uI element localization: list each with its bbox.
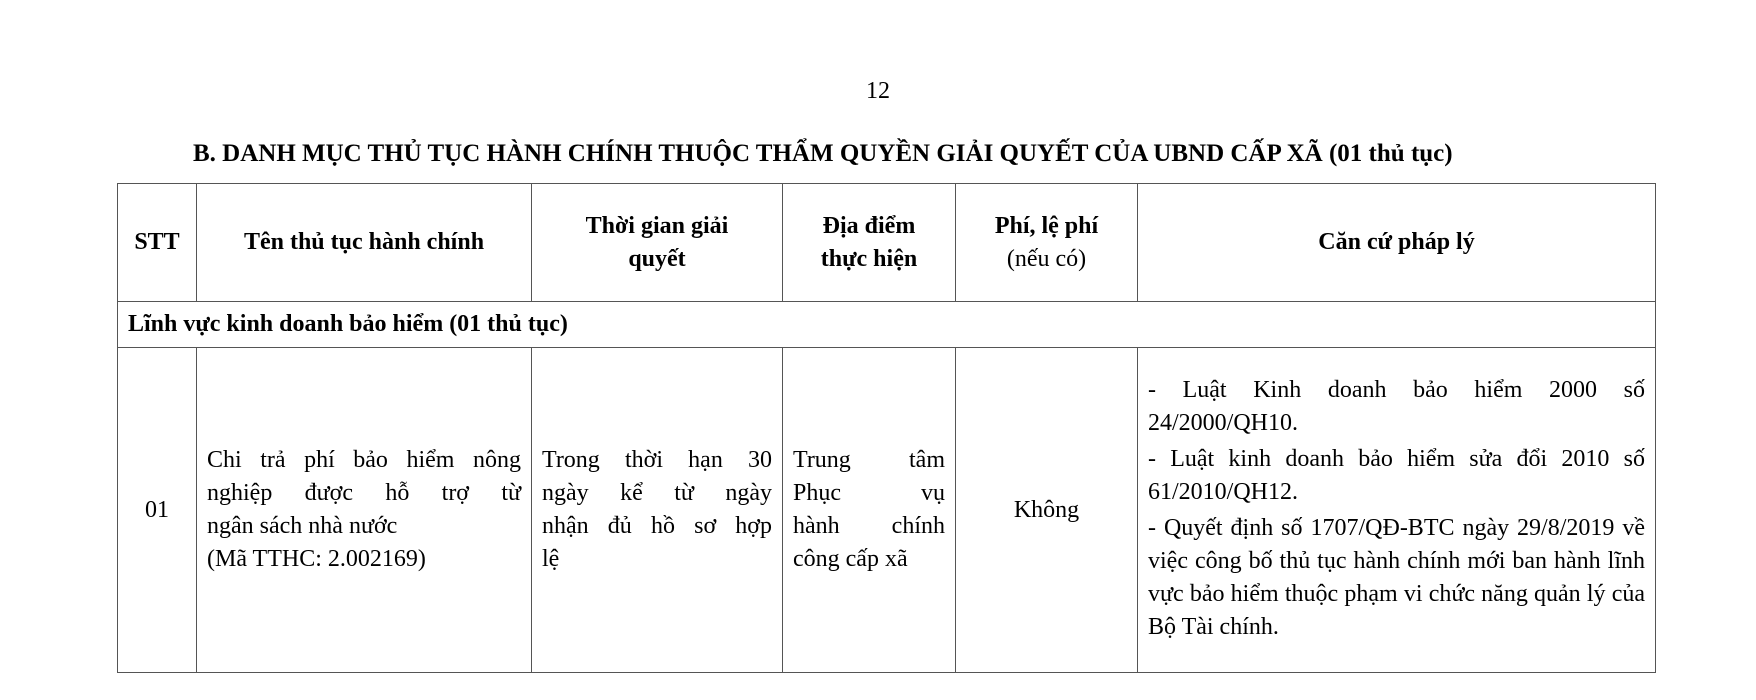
group-row [118, 302, 1656, 348]
place-line: hành chính [793, 513, 945, 539]
header-fee [956, 184, 1138, 302]
header-name: Tên thủ tục hành chính [197, 184, 532, 302]
cell-legal [1138, 348, 1656, 673]
time-line: Trong thời hạn 30 [542, 447, 772, 473]
cell-time [532, 348, 783, 673]
time-line: lệ [542, 546, 560, 572]
cell-stt: 01 [118, 348, 197, 673]
header-fee-line1: Phí, lệ phí [994, 212, 1099, 239]
header-row [118, 184, 1656, 302]
legal-basis-item: - Quyết định số 1707/QĐ-BTC ngày 29/8/2019 về việc công bố thủ tục hành chính mới ban hành lĩnh vực bảo hiểm thuộc phạm vi chức năng quản lý của Bộ Tài chính. [1148, 514, 1645, 640]
header-place [783, 184, 956, 302]
header-time [532, 184, 783, 302]
procedure-table [117, 183, 1656, 673]
header-fee-line2: (nếu có) [1006, 245, 1087, 272]
name-line: ngân sách nhà nước [207, 513, 398, 539]
table-row [118, 348, 1656, 673]
legal-basis-item: - Luật Kinh doanh bảo hiểm 2000 số 24/2000/QH10. [1148, 376, 1645, 436]
header-time-line2: quyết [628, 245, 686, 272]
cell-place [783, 348, 956, 673]
group-label: Lĩnh vực kinh doanh bảo hiểm (01 thủ tục) [118, 302, 1656, 348]
place-line: Trung tâm [793, 447, 945, 473]
place-line: Phục vụ [793, 480, 945, 506]
place-line: công cấp xã [793, 546, 908, 572]
cell-name [197, 348, 532, 673]
header-place-line1: Địa điểm [822, 212, 916, 239]
page-number: 12 [866, 78, 890, 104]
header-stt: STT [118, 184, 197, 302]
cell-fee: Không [956, 348, 1138, 673]
time-line: nhận đủ hồ sơ hợp [542, 513, 772, 539]
header-time-line1: Thời gian giải [585, 212, 729, 239]
procedure-code: (Mã TTHC: 2.002169) [207, 546, 426, 572]
section-title: B. DANH MỤC THỦ TỤC HÀNH CHÍNH THUỘC THẨM QUYỀN GIẢI QUYẾT CỦA UBND CẤP XÃ (01 thủ tục) [193, 140, 1453, 167]
header-legal: Căn cứ pháp lý [1138, 184, 1656, 302]
name-line: Chi trả phí bảo hiểm nông [207, 447, 521, 473]
name-line: nghiệp được hỗ trợ từ [207, 480, 521, 506]
legal-basis-item: - Luật kinh doanh bảo hiểm sửa đổi 2010 số 61/2010/QH12. [1148, 445, 1645, 505]
time-line: ngày kể từ ngày [542, 480, 772, 506]
header-place-line2: thực hiện [820, 245, 918, 272]
